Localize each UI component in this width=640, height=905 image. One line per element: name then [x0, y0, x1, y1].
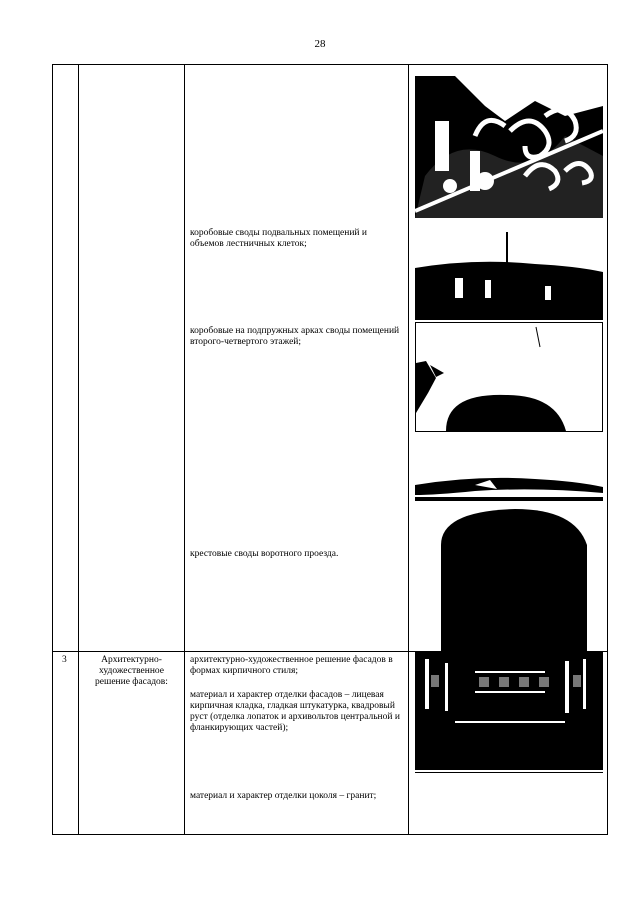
column-divider — [184, 65, 185, 834]
column-divider — [408, 65, 409, 834]
list-item: крестовые своды воротного проезда. — [190, 549, 339, 559]
column-divider — [78, 65, 79, 834]
facade-photo — [415, 651, 603, 773]
page-number: 28 — [314, 38, 326, 50]
list-item: коробовые своды подвальных помещений и объемов лестничных клеток; — [190, 228, 367, 249]
row-number: 3 — [62, 655, 67, 665]
gate-passage-vault-photo — [415, 465, 603, 651]
list-item: материал и характер отделки цоколя – гранит; — [190, 791, 377, 801]
list-item: коробовые на подпружных арках своды помещений второго-четвертого этажей; — [190, 326, 400, 347]
vaulted-ceiling-photo — [415, 228, 603, 320]
row-title: Архитектурно-художественное решение фасадов: — [95, 655, 168, 687]
arched-vault-photo — [415, 322, 603, 432]
list-item: материал и характер отделки фасадов – лицевая кирпичная кладка, гладкая штукатурка, квадровый руст (отделка лопаток и архивольтов центральной и фланкирующих частей); — [190, 690, 400, 733]
staircase-railing-photo — [415, 76, 603, 218]
heritage-table — [52, 64, 608, 835]
list-item: архитектурно-художественное решение фасадов в формах кирпичного стиля; — [190, 655, 393, 676]
